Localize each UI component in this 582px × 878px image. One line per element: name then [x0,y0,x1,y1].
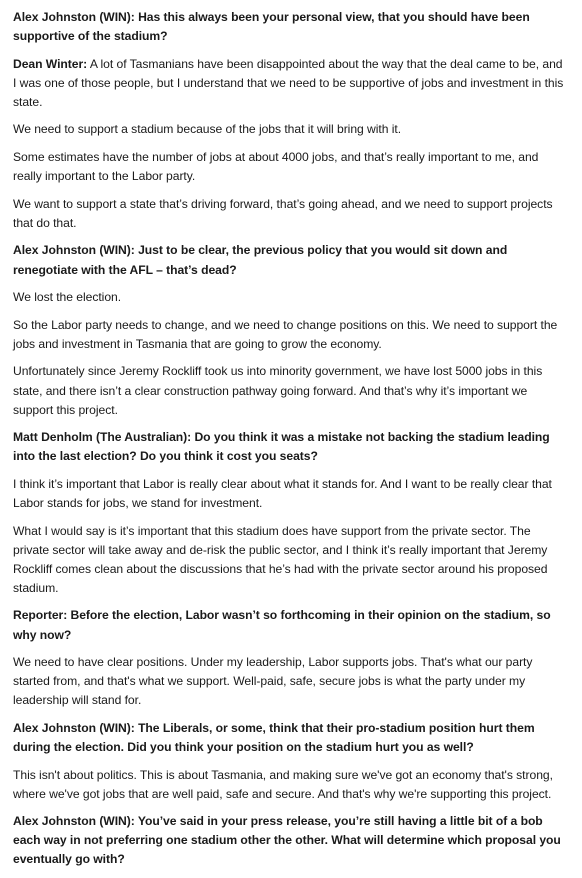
question-paragraph: Alex Johnston (WIN): Just to be clear, the previous policy that you would sit down and renegotiate with the AFL – that’s dead? [13,243,508,277]
speaker-label: Dean Winter: [13,56,88,71]
question-paragraph: Matt Denholm (The Australian): Do you think it was a mistake not backing the stadium leading into the last election? Do you think it cost you seats? [13,430,550,464]
answer-paragraph: We need to have clear positions. Under my leadership, Labor supports jobs. That's what our party started from, and that's what we support. Well-paid, safe, secure jobs is what the party under my leadership will stand for. [13,655,533,708]
answer-paragraph: Some estimates have the number of jobs at about 4000 jobs, and that’s really important to me, and really important to the Labor party. [13,150,539,184]
question-paragraph: Reporter: Before the election, Labor wasn’t so forthcoming in their opinion on the stadium, so why now? [13,608,551,642]
answer-paragraph [13,55,569,112]
question-paragraph: Alex Johnston (WIN): Has this always been your personal view, that you should have been supportive of the stadium? [13,10,530,44]
answer-paragraph: What I would say is it’s important that this stadium does have support from the private sector. The private sector will take away and de-risk the public sector, and I think it’s really important that Jeremy Rockliff comes clean about the discussions that he’s had with the private sector around his proposed stadium. [13,523,548,595]
answer-paragraph: Unfortunately since Jeremy Rockliff took us into minority government, we have lost 5000 jobs in this state, and there isn’t a clear construction pathway going forward. And that’s why it’s important we support this project. [13,364,543,417]
answer-paragraph: This isn't about politics. This is about Tasmania, and making sure we've got an economy that's strong, where we've got jobs that are well paid, safe and secure. And that's why we're supporting this project. [13,767,553,801]
answer-paragraph: So the Labor party needs to change, and we need to change positions on this. We need to support the jobs and investment in Tasmania that are going to grow the economy. [13,317,558,351]
question-paragraph: Alex Johnston (WIN): You’ve said in your press release, you’re still having a little bit of a bob each way in not preferring one stadium other the other. What will determine which proposal you eventually go with? [13,814,561,867]
answer-paragraph: We need to support a stadium because of the jobs that it will bring with it. [13,122,402,137]
answer-paragraph: I think it’s important that Labor is really clear about what it stands for. And I want to be really clear that Labor stands for jobs, we stand for investment. [13,476,552,510]
answer-text: A lot of Tasmanians have been disappointed about the way that the deal came to be, and I was one of those people, but I understand that we need to be supportive of jobs and investment in this state. [13,56,564,109]
answer-paragraph: We lost the election. [13,290,122,305]
question-paragraph: Alex Johnston (WIN): The Liberals, or some, think that their pro-stadium position hurt them during the election. Did you think your position on the stadium hurt you as well? [13,720,535,754]
transcript-document [13,8,569,878]
answer-paragraph: We want to support a state that’s driving forward, that’s going ahead, and we need to support projects that do that. [13,196,553,230]
